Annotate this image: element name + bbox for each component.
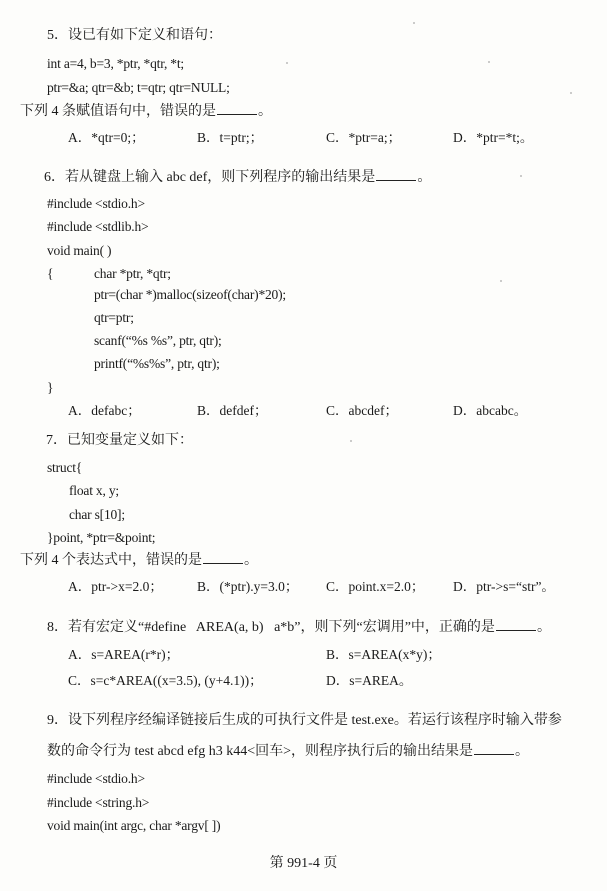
q9-stem-end: 。 xyxy=(515,744,530,759)
option-text: ptr->x=2.0； xyxy=(91,579,163,594)
q7-option-c xyxy=(326,578,424,596)
q6-stem-text: 6．若从键盘上输入 abc def，则下列程序的输出结果是 xyxy=(44,170,376,185)
option-label: A． xyxy=(68,130,92,145)
q8-option-d xyxy=(326,672,412,690)
q6-code-line-8: scanf(“%s %s”, ptr, qtr); xyxy=(94,333,222,348)
q7-option-d xyxy=(453,578,555,596)
q6-code-line-5: char *ptr, *qtr; xyxy=(94,266,171,281)
option-label: C． xyxy=(68,673,91,688)
q5-option-a xyxy=(68,129,145,147)
option-text: s=AREA。 xyxy=(349,673,413,688)
page-number: 第 991-4 页 xyxy=(269,856,338,871)
option-label: D． xyxy=(453,403,477,418)
q8-stem-end: 。 xyxy=(536,620,551,635)
option-text: defabc； xyxy=(91,403,141,418)
q7-option-b xyxy=(197,578,298,596)
q7-prompt xyxy=(20,551,258,570)
q6-option-d xyxy=(453,402,527,420)
q9-code-line-1: #include <stdio.h> xyxy=(47,771,145,786)
q7-prompt-end: 。 xyxy=(244,553,258,568)
option-label: C． xyxy=(326,403,349,418)
q7-code-line-3: char s[10]; xyxy=(69,507,125,522)
option-text: abcdef； xyxy=(348,403,398,418)
option-label: D． xyxy=(326,673,350,688)
scan-speck xyxy=(570,92,572,94)
q7-code-line-1: struct{ xyxy=(47,460,83,475)
q5-code-line-1: int a=4, b=3, *ptr, *qtr, *t; xyxy=(47,56,184,71)
q6-code-line-6: ptr=(char *)malloc(sizeof(char)*20); xyxy=(94,287,286,302)
q9-stem-text: 数的命令行为 test abcd efg h3 k44<回车>，则程序执行后的输出结果是 xyxy=(47,744,474,759)
option-label: A． xyxy=(68,403,92,418)
option-label: D． xyxy=(453,130,477,145)
option-text: (*ptr).y=3.0； xyxy=(219,579,299,594)
scan-speck xyxy=(350,440,352,442)
scan-speck xyxy=(488,61,490,63)
scan-speck xyxy=(286,62,288,64)
q6-code-line-10: } xyxy=(47,380,54,395)
q6-code-line-7: qtr=ptr; xyxy=(94,310,134,325)
option-label: C． xyxy=(326,579,349,594)
q6-code-line-1: #include <stdio.h> xyxy=(47,196,145,211)
answer-blank xyxy=(217,102,257,115)
q9-code-line-3: void main(int argc, char *argv[ ]) xyxy=(47,818,221,833)
q5-prompt xyxy=(20,102,272,121)
q6-stem-end: 。 xyxy=(417,170,432,185)
q5-code-line-2: ptr=&a; qtr=&b; t=qtr; qtr=NULL; xyxy=(47,80,230,95)
scan-speck xyxy=(520,175,522,177)
q8-stem-text: 8．若有宏定义“#define AREA(a, b) a*b”，则下列“宏调用”中，正确的是 xyxy=(47,620,495,635)
q7-code-line-2: float x, y; xyxy=(69,483,119,498)
option-text: point.x=2.0； xyxy=(348,579,425,594)
answer-blank xyxy=(496,618,536,631)
q6-option-c xyxy=(326,402,398,420)
q8-option-c xyxy=(68,672,263,690)
option-label: A． xyxy=(68,579,92,594)
q6-option-a xyxy=(68,402,141,420)
q6-code-line-9: printf(“%s%s”, ptr, qtr); xyxy=(94,356,220,371)
q9-code-line-2: #include <string.h> xyxy=(47,795,150,810)
option-text: t=ptr;； xyxy=(219,130,264,145)
option-text: s=AREA(x*y)； xyxy=(348,647,441,662)
q7-prompt-text: 下列 4 个表达式中，错误的是 xyxy=(20,553,202,568)
option-text: ptr->s=“str”。 xyxy=(476,579,555,594)
option-label: B． xyxy=(326,647,349,662)
option-label: C． xyxy=(326,130,349,145)
q7-code-line-4: }point, *ptr=&point; xyxy=(47,530,156,545)
q6-code-line-2: #include <stdlib.h> xyxy=(47,219,149,234)
answer-blank xyxy=(474,742,514,755)
q8-option-b xyxy=(326,646,441,664)
option-label: A． xyxy=(68,647,92,662)
option-text: s=c*AREA((x=3.5), (y+4.1))； xyxy=(90,673,263,688)
q5-option-c xyxy=(326,129,401,147)
q8-option-a xyxy=(68,646,179,664)
scan-speck xyxy=(500,280,502,282)
option-text: *ptr=*t;。 xyxy=(476,130,534,145)
q7-option-a xyxy=(68,578,163,596)
q5-stem: 5．设已有如下定义和语句： xyxy=(47,28,222,43)
option-text: abcabc。 xyxy=(476,403,528,418)
option-label: B． xyxy=(197,130,220,145)
option-text: *qtr=0;； xyxy=(91,130,145,145)
q5-option-d xyxy=(453,129,533,147)
q9-stem-line-1: 9．设下列程序经编译链接后生成的可执行文件是 test.exe。若运行该程序时输入带参 xyxy=(47,713,562,728)
scan-speck xyxy=(413,22,415,24)
q6-stem xyxy=(44,168,431,187)
q9-stem-line-2 xyxy=(47,742,529,761)
q6-code-line-3: void main( ) xyxy=(47,243,112,258)
q6-code-line-4: { xyxy=(47,266,54,281)
option-label: B． xyxy=(197,403,220,418)
option-text: defdef； xyxy=(219,403,268,418)
q6-option-b xyxy=(197,402,268,420)
option-label: D． xyxy=(453,579,477,594)
q5-prompt-text: 下列 4 条赋值语句中，错误的是 xyxy=(20,104,216,119)
option-text: s=AREA(r*r)； xyxy=(91,647,180,662)
answer-blank xyxy=(203,551,243,564)
q5-option-b xyxy=(197,129,263,147)
answer-blank xyxy=(376,168,416,181)
option-label: B． xyxy=(197,579,220,594)
q5-prompt-end: 。 xyxy=(258,104,272,119)
option-text: *ptr=a;； xyxy=(348,130,402,145)
q8-stem xyxy=(47,618,551,637)
q7-stem: 7．已知变量定义如下： xyxy=(46,433,193,448)
